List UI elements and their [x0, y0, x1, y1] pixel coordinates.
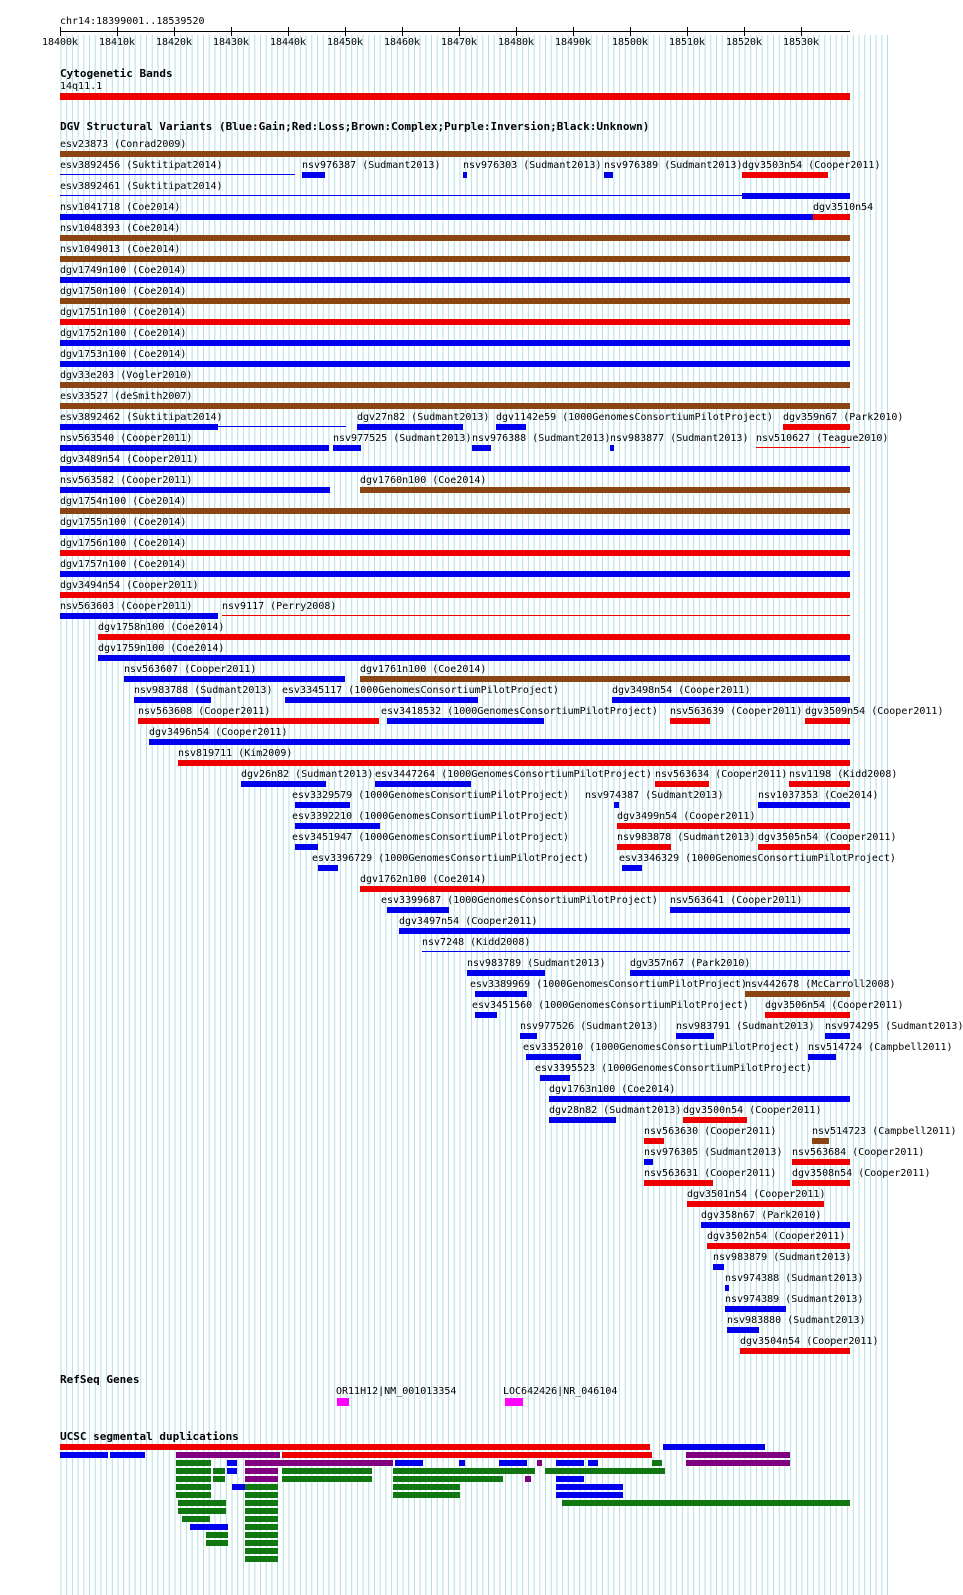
segdup-bar[interactable] [663, 1444, 765, 1450]
variant-bar[interactable] [644, 1138, 664, 1144]
segdup-bar[interactable] [213, 1468, 225, 1474]
variant-bar[interactable] [60, 340, 850, 346]
segdup-bar[interactable] [282, 1468, 372, 1474]
segdup-bar[interactable] [176, 1468, 211, 1474]
variant-label: dgv3498n54 (Cooper2011) [612, 685, 751, 696]
variant-label: nsv563603 (Cooper2011) [60, 601, 193, 612]
segdup-bar[interactable] [176, 1492, 211, 1498]
variant-label: esv3329579 (1000GenomesConsortiumPilotProject) [292, 790, 569, 801]
ruler-tick [687, 27, 688, 36]
variant-bar[interactable] [727, 1327, 759, 1333]
variant-label: esv3389969 (1000GenomesConsortiumPilotProject) [470, 979, 747, 990]
gene-label-loc642426: LOC642426|NR_046104 [503, 1386, 618, 1397]
segdup-bar[interactable] [245, 1476, 278, 1482]
ruler-tick-label: 18430k [212, 37, 250, 48]
ruler-tick [60, 27, 61, 36]
variant-bar[interactable] [60, 403, 850, 409]
variant-label: nsv974387 (Sudmant2013) [585, 790, 724, 801]
variant-label: nsv983880 (Sudmant2013) [727, 1315, 866, 1326]
segdup-bar[interactable] [537, 1460, 542, 1466]
variant-label: nsv974388 (Sudmant2013) [725, 1273, 864, 1284]
variant-bar[interactable] [149, 739, 850, 745]
segdup-bar[interactable] [556, 1476, 584, 1482]
ruler-tick [744, 27, 745, 36]
dgv-track-title: DGV Structural Variants (Blue:Gain;Red:Loss;Brown:Complex;Purple:Inversion;Black:Unknown) [60, 120, 650, 133]
variant-label: dgv3501n54 (Cooper2011) [687, 1189, 826, 1200]
ruler-tick-label: 18510k [668, 37, 706, 48]
segdup-bar[interactable] [176, 1460, 211, 1466]
variant-bar[interactable] [526, 1054, 581, 1060]
variant-label: dgv3505n54 (Cooper2011) [758, 832, 897, 843]
ruler-tick-label: 18470k [440, 37, 478, 48]
variant-bar[interactable] [520, 1033, 537, 1039]
variant-bar[interactable] [612, 697, 850, 703]
variant-label: dgv1755n100 (Coe2014) [60, 517, 187, 528]
ruler-tick-label: 18420k [155, 37, 193, 48]
segdup-bar[interactable] [282, 1476, 372, 1482]
segdup-bar[interactable] [393, 1476, 503, 1482]
variant-bar[interactable] [295, 823, 380, 829]
segdup-bar[interactable] [525, 1476, 531, 1482]
variant-label: dgv1752n100 (Coe2014) [60, 328, 187, 339]
variant-bar[interactable] [617, 844, 671, 850]
variant-label: nsv977526 (Sudmant2013) [520, 1021, 659, 1032]
variant-bar[interactable] [604, 172, 613, 178]
ruler-tick-label: 18500k [611, 37, 649, 48]
variant-bar[interactable] [285, 697, 478, 703]
ruler-tick-label: 18410k [98, 37, 136, 48]
variant-label: dgv1760n100 (Coe2014) [360, 475, 487, 486]
variant-label: dgv3496n54 (Cooper2011) [149, 727, 288, 738]
variant-bar[interactable] [792, 1180, 850, 1186]
variant-bar[interactable] [610, 445, 614, 451]
segdup-bar[interactable] [562, 1500, 850, 1506]
segdup-bar[interactable] [227, 1460, 237, 1466]
variant-label: nsv983879 (Sudmant2013) [713, 1252, 852, 1263]
variant-bar[interactable] [241, 781, 326, 787]
variant-bar[interactable] [60, 195, 742, 196]
variant-bar[interactable] [98, 655, 850, 661]
variant-label: dgv3508n54 (Cooper2011) [792, 1168, 931, 1179]
ruler-line [60, 31, 850, 32]
variant-bar[interactable] [622, 865, 642, 871]
variant-label: dgv1756n100 (Coe2014) [60, 538, 187, 549]
variant-bar[interactable] [138, 718, 379, 724]
segdup-bar[interactable] [245, 1556, 278, 1562]
variant-bar[interactable] [758, 802, 850, 808]
variant-bar[interactable] [789, 781, 850, 787]
variant-label: esv23873 (Conrad2009) [60, 139, 187, 150]
variant-bar[interactable] [98, 634, 850, 640]
variant-label: dgv3497n54 (Cooper2011) [399, 916, 538, 927]
ruler-tick [402, 27, 403, 36]
variant-bar[interactable] [475, 991, 527, 997]
gene-loc642426[interactable] [505, 1398, 523, 1406]
variant-bar[interactable] [549, 1117, 616, 1123]
variant-label: nsv9117 (Perry2008) [222, 601, 337, 612]
variant-bar[interactable] [295, 844, 318, 850]
variant-label: nsv563630 (Cooper2011) [644, 1126, 777, 1137]
variant-bar[interactable] [60, 382, 850, 388]
variant-label: nsv7248 (Kidd2008) [422, 937, 531, 948]
variant-label: esv3892461 (Suktitipat2014) [60, 181, 223, 192]
segdup-bar[interactable] [60, 1452, 108, 1458]
variant-bar[interactable] [360, 886, 850, 892]
segdup-bar[interactable] [499, 1460, 527, 1466]
segdup-bar[interactable] [245, 1516, 278, 1522]
variant-label: nsv510627 (Teague2010) [756, 433, 889, 444]
position-label: chr14:18399001..18539520 [60, 16, 205, 27]
variant-label: dgv1761n100 (Coe2014) [360, 664, 487, 675]
segdup-bar[interactable] [459, 1460, 465, 1466]
variant-bar[interactable] [360, 676, 850, 682]
variant-label: nsv1048393 (Coe2014) [60, 223, 181, 234]
variant-label: dgv3506n54 (Cooper2011) [765, 1000, 904, 1011]
variant-label: nsv983791 (Sudmant2013) [676, 1021, 815, 1032]
variant-bar[interactable] [357, 424, 463, 430]
segdup-bar[interactable] [182, 1516, 210, 1522]
variant-bar[interactable] [644, 1180, 713, 1186]
variant-bar[interactable] [475, 1012, 497, 1018]
segdup-bar[interactable] [190, 1524, 228, 1530]
segdup-bar[interactable] [176, 1452, 280, 1458]
variant-label: nsv974295 (Sudmant2013) [825, 1021, 963, 1032]
ruler-tick-label: 18450k [326, 37, 364, 48]
variant-bar[interactable] [740, 1348, 850, 1354]
segdup-track-title: UCSC segmental duplications [60, 1430, 239, 1443]
segdup-bar[interactable] [393, 1484, 460, 1490]
ruler-tick [459, 27, 460, 36]
variant-bar[interactable] [630, 970, 850, 976]
segdup-bar[interactable] [393, 1492, 460, 1498]
variant-label: esv3892456 (Suktitipat2014) [60, 160, 223, 171]
variant-label: esv3447264 (1000GenomesConsortiumPilotProject) [375, 769, 652, 780]
variant-bar[interactable] [808, 1054, 836, 1060]
variant-bar[interactable] [302, 172, 325, 178]
variant-bar[interactable] [670, 718, 710, 724]
variant-label: esv3399687 (1000GenomesConsortiumPilotProject) [381, 895, 658, 906]
variant-bar[interactable] [60, 592, 850, 598]
variant-label: dgv357n67 (Park2010) [630, 958, 751, 969]
variant-label: dgv1750n100 (Coe2014) [60, 286, 187, 297]
segdup-bar[interactable] [556, 1492, 623, 1498]
variant-bar[interactable] [60, 298, 850, 304]
cytoband-track-title: Cytogenetic Bands [60, 67, 173, 80]
cytoband-name: 14q11.1 [60, 81, 103, 92]
variant-bar[interactable] [467, 970, 545, 976]
variant-bar[interactable] [60, 529, 850, 535]
variant-bar[interactable] [549, 1096, 850, 1102]
ruler-tick [117, 27, 118, 36]
variant-label: esv3418532 (1000GenomesConsortiumPilotProject) [381, 706, 658, 717]
variant-bar[interactable] [222, 615, 850, 616]
segdup-bar[interactable] [232, 1484, 245, 1490]
variant-label: esv33527 (deSmith2007) [60, 391, 193, 402]
variant-label: nsv563607 (Cooper2011) [124, 664, 257, 675]
ruler-tick [630, 27, 631, 36]
variant-label: dgv1762n100 (Coe2014) [360, 874, 487, 885]
variant-label: dgv1759n100 (Coe2014) [98, 643, 225, 654]
segdup-bar[interactable] [245, 1508, 278, 1514]
variant-label: dgv1757n100 (Coe2014) [60, 559, 187, 570]
variant-bar[interactable] [387, 907, 449, 913]
segdup-bar[interactable] [686, 1452, 790, 1458]
segdup-bar[interactable] [206, 1532, 228, 1538]
segdup-bar[interactable] [245, 1540, 278, 1546]
variant-label: dgv1753n100 (Coe2014) [60, 349, 187, 360]
ruler-tick [231, 27, 232, 36]
variant-bar[interactable] [178, 760, 850, 766]
variant-bar[interactable] [472, 445, 491, 451]
variant-label: dgv27n82 (Sudmant2013) [357, 412, 490, 423]
variant-label: nsv442678 (McCarroll2008) [745, 979, 896, 990]
variant-label: esv3451947 (1000GenomesConsortiumPilotProject) [292, 832, 569, 843]
segdup-bar[interactable] [176, 1484, 211, 1490]
segdup-bar[interactable] [686, 1460, 790, 1466]
ruler-tick-label: 18480k [497, 37, 535, 48]
segdup-bar[interactable] [176, 1476, 211, 1482]
variant-bar[interactable] [60, 571, 850, 577]
variant-label: nsv563634 (Cooper2011) [655, 769, 788, 780]
variant-label: dgv1758n100 (Coe2014) [98, 622, 225, 633]
variant-label: dgv3503n54 (Cooper2011) [742, 160, 881, 171]
segdup-bar[interactable] [245, 1548, 278, 1554]
variant-label: nsv983877 (Sudmant2013) [610, 433, 749, 444]
variant-label: nsv514724 (Campbell2011) [808, 1042, 953, 1053]
variant-label: dgv3494n54 (Cooper2011) [60, 580, 199, 591]
variant-bar[interactable] [60, 466, 850, 472]
variant-bar[interactable] [134, 697, 211, 703]
variant-label: esv3451560 (1000GenomesConsortiumPilotProject) [472, 1000, 749, 1011]
variant-bar[interactable] [676, 1033, 714, 1039]
variant-label: dgv3509n54 (Cooper2011) [805, 706, 944, 717]
variant-bar[interactable] [805, 718, 850, 724]
variant-bar[interactable] [360, 487, 850, 493]
ruler-tick-label: 18520k [725, 37, 763, 48]
variant-label: nsv563641 (Cooper2011) [670, 895, 803, 906]
gene-or11h12[interactable] [337, 1398, 349, 1406]
variant-label: nsv563639 (Cooper2011) [670, 706, 803, 717]
variant-bar[interactable] [614, 802, 619, 808]
variant-label: esv3392210 (1000GenomesConsortiumPilotProject) [292, 811, 569, 822]
segdup-bar[interactable] [245, 1492, 278, 1498]
variant-label: nsv983789 (Sudmant2013) [467, 958, 606, 969]
variant-bar[interactable] [758, 844, 850, 850]
variant-label: nsv983878 (Sudmant2013) [617, 832, 756, 843]
segdup-bar[interactable] [282, 1452, 652, 1458]
variant-label: esv3395523 (1000GenomesConsortiumPilotProject) [535, 1063, 812, 1074]
cytoband-bar[interactable] [60, 93, 850, 100]
variant-bar[interactable] [756, 447, 850, 448]
variant-bar[interactable] [295, 802, 350, 808]
variant-bar[interactable] [713, 1264, 724, 1270]
variant-label: nsv1049013 (Coe2014) [60, 244, 181, 255]
variant-label: dgv28n82 (Sudmant2013) [549, 1105, 682, 1116]
variant-bar[interactable] [60, 214, 813, 220]
variant-bar[interactable] [683, 1117, 747, 1123]
segdup-bar[interactable] [395, 1460, 423, 1466]
variant-label: nsv976388 (Sudmant2013) [472, 433, 611, 444]
segdup-bar[interactable] [245, 1532, 278, 1538]
segdup-bar[interactable] [227, 1468, 237, 1474]
ruler-tick [516, 27, 517, 36]
segdup-bar[interactable] [652, 1460, 662, 1466]
variant-label: esv3346329 (1000GenomesConsortiumPilotProject) [619, 853, 896, 864]
variant-bar[interactable] [540, 1075, 570, 1081]
segdup-bar[interactable] [245, 1468, 278, 1474]
variant-label: nsv1198 (Kidd2008) [789, 769, 898, 780]
variant-label: nsv514723 (Campbell2011) [812, 1126, 957, 1137]
segdup-bar[interactable] [110, 1452, 145, 1458]
variant-label: nsv976387 (Sudmant2013) [302, 160, 441, 171]
variant-bar[interactable] [422, 951, 850, 952]
variant-label: dgv1749n100 (Coe2014) [60, 265, 187, 276]
variant-label: nsv976303 (Sudmant2013) [463, 160, 602, 171]
segdup-bar[interactable] [60, 1444, 650, 1450]
segdup-bar[interactable] [213, 1476, 225, 1482]
variant-bar[interactable] [707, 1243, 850, 1249]
variant-label: nsv976389 (Sudmant2013) [604, 160, 743, 171]
variant-bar[interactable] [813, 214, 850, 220]
variant-label: dgv3489n54 (Cooper2011) [60, 454, 199, 465]
variant-bar[interactable] [687, 1201, 824, 1207]
ruler-tick [345, 27, 346, 36]
ruler-tick [801, 27, 802, 36]
variant-bar[interactable] [60, 151, 850, 157]
variant-label: dgv1751n100 (Coe2014) [60, 307, 187, 318]
variant-bar[interactable] [218, 426, 346, 427]
variant-label: esv3352010 (1000GenomesConsortiumPilotProject) [523, 1042, 800, 1053]
segdup-bar[interactable] [245, 1460, 393, 1466]
variant-label: nsv983788 (Sudmant2013) [134, 685, 273, 696]
variant-label: nsv1037353 (Coe2014) [758, 790, 879, 801]
segdup-bar[interactable] [245, 1484, 278, 1490]
variant-bar[interactable] [725, 1285, 729, 1291]
variant-bar[interactable] [60, 613, 218, 619]
variant-label: nsv563631 (Cooper2011) [644, 1168, 777, 1179]
variant-bar[interactable] [670, 907, 850, 913]
variant-label: esv3892462 (Suktitipat2014) [60, 412, 223, 423]
ruler-tick-label: 18400k [41, 37, 79, 48]
segdup-bar[interactable] [545, 1468, 665, 1474]
segdup-bar[interactable] [178, 1508, 226, 1514]
variant-label: esv3345117 (1000GenomesConsortiumPilotProject) [282, 685, 559, 696]
segdup-bar[interactable] [245, 1524, 278, 1530]
ruler-tick [288, 27, 289, 36]
variant-label: nsv563582 (Cooper2011) [60, 475, 193, 486]
variant-bar[interactable] [60, 319, 850, 325]
variant-label: dgv1763n100 (Coe2014) [549, 1084, 676, 1095]
variant-bar[interactable] [60, 487, 330, 493]
variant-bar[interactable] [742, 193, 850, 199]
variant-label: dgv3510n54 [813, 202, 874, 213]
variant-label: dgv33e203 (Vogler2010) [60, 370, 193, 381]
variant-bar[interactable] [617, 823, 850, 829]
variant-bar[interactable] [745, 991, 850, 997]
variant-bar[interactable] [655, 781, 709, 787]
variant-label: nsv563684 (Cooper2011) [792, 1147, 925, 1158]
refseq-track-title: RefSeq Genes [60, 1373, 140, 1386]
variant-bar[interactable] [399, 928, 850, 934]
variant-bar[interactable] [792, 1159, 850, 1165]
segdup-bar[interactable] [556, 1484, 623, 1490]
variant-bar[interactable] [375, 781, 471, 787]
variant-bar[interactable] [333, 445, 361, 451]
segdup-bar[interactable] [206, 1540, 228, 1546]
variant-bar[interactable] [812, 1138, 829, 1144]
ruler-tick-label: 18530k [782, 37, 820, 48]
variant-label: dgv3499n54 (Cooper2011) [617, 811, 756, 822]
variant-bar[interactable] [60, 256, 850, 262]
variant-bar[interactable] [318, 865, 338, 871]
variant-label: dgv3504n54 (Cooper2011) [740, 1336, 879, 1347]
variant-label: nsv1041718 (Coe2014) [60, 202, 181, 213]
segdup-bar[interactable] [556, 1460, 584, 1466]
variant-bar[interactable] [825, 1033, 850, 1039]
variant-bar[interactable] [60, 277, 850, 283]
variant-label: dgv1754n100 (Coe2014) [60, 496, 187, 507]
variant-bar[interactable] [496, 424, 526, 430]
variant-bar[interactable] [60, 550, 850, 556]
variant-label: dgv26n82 (Sudmant2013) [241, 769, 374, 780]
variant-bar[interactable] [60, 445, 329, 451]
variant-bar[interactable] [742, 172, 828, 178]
variant-label: dgv3500n54 (Cooper2011) [683, 1105, 822, 1116]
variant-label: dgv359n67 (Park2010) [783, 412, 904, 423]
gene-label-or11h12: OR11H12|NM_001013354 [336, 1386, 457, 1397]
variant-bar[interactable] [644, 1159, 653, 1165]
variant-bar[interactable] [765, 1012, 850, 1018]
variant-bar[interactable] [60, 235, 850, 241]
segdup-bar[interactable] [178, 1500, 226, 1506]
variant-bar[interactable] [783, 424, 850, 430]
ruler-tick-label: 18460k [383, 37, 421, 48]
variant-bar[interactable] [387, 718, 544, 724]
ruler-tick [174, 27, 175, 36]
variant-label: nsv974389 (Sudmant2013) [725, 1294, 864, 1305]
variant-label: nsv977525 (Sudmant2013) [333, 433, 472, 444]
variant-label: nsv563540 (Cooper2011) [60, 433, 193, 444]
segdup-bar[interactable] [245, 1500, 278, 1506]
variant-bar[interactable] [60, 508, 850, 514]
variant-bar[interactable] [124, 676, 345, 682]
ruler-tick-label: 18490k [554, 37, 592, 48]
variant-bar[interactable] [463, 172, 467, 178]
variant-bar[interactable] [701, 1222, 850, 1228]
variant-label: dgv3502n54 (Cooper2011) [707, 1231, 846, 1242]
variant-label: dgv358n67 (Park2010) [701, 1210, 822, 1221]
variant-label: esv3396729 (1000GenomesConsortiumPilotProject) [312, 853, 589, 864]
ruler-tick [573, 27, 574, 36]
variant-label: dgv1142e59 (1000GenomesConsortiumPilotProject) [496, 412, 773, 423]
variant-label: nsv976305 (Sudmant2013) [644, 1147, 783, 1158]
variant-bar[interactable] [60, 361, 850, 367]
variant-label: nsv819711 (Kim2009) [178, 748, 293, 759]
segdup-bar[interactable] [393, 1468, 535, 1474]
segdup-bar[interactable] [588, 1460, 598, 1466]
variant-label: nsv563608 (Cooper2011) [138, 706, 271, 717]
variant-bar[interactable] [60, 174, 295, 175]
ruler-tick-label: 18440k [269, 37, 307, 48]
variant-bar[interactable] [60, 424, 218, 430]
variant-bar[interactable] [725, 1306, 786, 1312]
